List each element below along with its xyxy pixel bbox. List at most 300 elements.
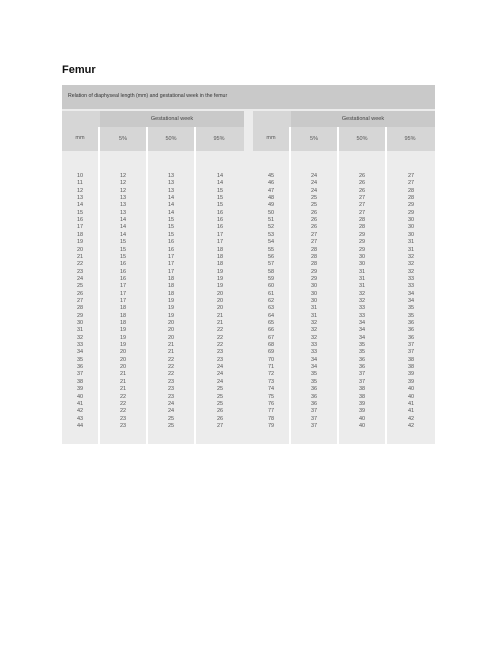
table-row — [253, 416, 435, 423]
p50-cell: 28 — [358, 224, 366, 231]
p50-cell: 21 — [167, 349, 175, 356]
p95-cell: 14 — [216, 180, 224, 187]
table-row — [62, 335, 244, 342]
p95-cell: 14 — [216, 173, 224, 179]
p5-cell: 27 — [310, 231, 318, 238]
p95-cell: 24 — [216, 371, 224, 378]
p95-cell: 30 — [407, 231, 415, 238]
p5-cell: 29 — [310, 275, 318, 282]
p95-cell: 15 — [216, 202, 224, 209]
p50-cell: 25 — [167, 422, 175, 429]
p50-cell: 14 — [167, 195, 175, 202]
p95-cell: 18 — [216, 246, 224, 253]
mm-cell: 46 — [267, 180, 275, 187]
p5-cell: 24 — [310, 187, 318, 194]
mm-cell: 30 — [76, 320, 84, 326]
mm-cell: 65 — [267, 320, 275, 326]
p95-cell: 19 — [216, 275, 224, 282]
mm-header-cell — [62, 111, 98, 151]
p5-cell: 22 — [119, 408, 127, 415]
p5-cell: 18 — [119, 312, 127, 319]
table-row — [62, 394, 244, 401]
mm-cell: 77 — [267, 408, 275, 415]
table-row — [253, 188, 435, 195]
mm-cell: 56 — [267, 253, 275, 260]
p5-cell: 16 — [119, 261, 127, 268]
p5-cell: 17 — [119, 297, 127, 304]
mm-cell: 26 — [76, 290, 84, 297]
table-row — [62, 224, 244, 231]
p95-cell: 19 — [216, 268, 224, 275]
p95-cell: 29 — [407, 209, 415, 216]
p50-cell: 14 — [167, 202, 175, 209]
p95-cell: 17 — [216, 231, 224, 238]
table-row — [62, 276, 244, 283]
left-table-header — [62, 111, 244, 151]
mm-cell: 17 — [76, 224, 84, 231]
p50-cell: 22 — [167, 356, 175, 363]
mm-cell: 43 — [76, 415, 84, 422]
p50-cell: 17 — [167, 253, 175, 260]
p50-cell: 18 — [167, 290, 175, 297]
p95-cell: 32 — [407, 253, 415, 260]
p50-cell: 36 — [358, 356, 366, 363]
table-row — [253, 313, 435, 320]
table-row — [253, 291, 435, 298]
table-row — [253, 379, 435, 386]
p50-cell: 22 — [167, 364, 175, 371]
p50-cell: 32 — [358, 290, 366, 297]
p5-cell: 25 — [310, 202, 318, 209]
mm-cell: 19 — [76, 239, 84, 246]
p50-cell: 13 — [167, 180, 175, 187]
p95-cell: 33 — [407, 275, 415, 282]
table-row — [62, 202, 244, 209]
p50-cell: 29 — [358, 246, 366, 253]
mm-cell: 67 — [267, 334, 275, 341]
p95-cell: 36 — [407, 320, 415, 326]
p50-cell: 27 — [358, 202, 366, 209]
table-row — [253, 342, 435, 349]
p50-cell: 39 — [358, 408, 366, 415]
p95-cell: 18 — [216, 261, 224, 268]
mm-cell: 24 — [76, 275, 84, 282]
left-table — [62, 111, 244, 444]
p95-cell: 25 — [216, 393, 224, 400]
mm-cell: 48 — [267, 195, 275, 202]
p5-cell: 20 — [119, 364, 127, 371]
table-row — [253, 364, 435, 371]
p5-cell: 34 — [310, 364, 318, 371]
mm-cell: 10 — [76, 173, 84, 179]
p5-cell: 14 — [119, 224, 127, 231]
table-row — [62, 283, 244, 290]
mm-cell: 25 — [76, 283, 84, 290]
p95-cell: 40 — [407, 386, 415, 393]
mm-cell: 32 — [76, 334, 84, 341]
p95-cell: 37 — [407, 342, 415, 349]
p5-cell: 26 — [310, 209, 318, 216]
p5-cell: 13 — [119, 195, 127, 202]
table-row — [62, 423, 244, 430]
p95-cell: 15 — [216, 187, 224, 194]
mm-cell: 79 — [267, 422, 275, 429]
table-row — [62, 379, 244, 386]
table-row — [62, 320, 244, 327]
table-row — [62, 386, 244, 393]
p95-cell: 31 — [407, 239, 415, 246]
table-row — [62, 173, 244, 180]
p95-cell: 35 — [407, 312, 415, 319]
p95-cell: 34 — [407, 290, 415, 297]
table-row — [62, 416, 244, 423]
p50-cell: 30 — [358, 261, 366, 268]
p5-cell: 21 — [119, 371, 127, 378]
p5-cell: 13 — [119, 209, 127, 216]
table-row — [253, 357, 435, 364]
mm-header-cell — [253, 111, 289, 151]
p5-cell: 30 — [310, 290, 318, 297]
mm-cell: 49 — [267, 202, 275, 209]
femur-table-panel — [62, 85, 435, 444]
mm-cell: 23 — [76, 268, 84, 275]
p50-cell: 40 — [358, 422, 366, 429]
table-row — [62, 349, 244, 356]
p95-cell: 26 — [216, 415, 224, 422]
p50-cell: 23 — [167, 386, 175, 393]
p5-cell: 25 — [310, 195, 318, 202]
p5-cell: 23 — [119, 422, 127, 429]
p95-cell: 39 — [407, 371, 415, 378]
p95-cell: 25 — [216, 400, 224, 407]
mm-cell: 34 — [76, 349, 84, 356]
p5-cell: 22 — [119, 400, 127, 407]
p95-cell: 42 — [407, 415, 415, 422]
table-row — [62, 188, 244, 195]
p5-cell: 36 — [310, 400, 318, 407]
p95-cell: 20 — [216, 290, 224, 297]
p5-cell: 28 — [310, 253, 318, 260]
table-row — [62, 254, 244, 261]
mm-cell: 14 — [76, 202, 84, 209]
p5-cell: 37 — [310, 415, 318, 422]
p95-cell: 26 — [216, 408, 224, 415]
p50-cell: 26 — [358, 187, 366, 194]
table-caption: Relation of diaphyseal length (mm) and gestational week in the femur — [68, 93, 228, 99]
p95-cell: 32 — [407, 268, 415, 275]
table-row — [253, 247, 435, 254]
p95-cell: 20 — [216, 305, 224, 312]
p50-cell: 20 — [167, 327, 175, 334]
p50-cell: 25 — [167, 415, 175, 422]
p5-cell: 17 — [119, 283, 127, 290]
p50-cell: 24 — [167, 408, 175, 415]
mm-cell: 50 — [267, 209, 275, 216]
p5-cell: 19 — [119, 334, 127, 341]
table-row — [62, 298, 244, 305]
table-row — [253, 327, 435, 334]
p95-cell: 37 — [407, 349, 415, 356]
p5-cell: 15 — [119, 239, 127, 246]
p95-cell: 21 — [216, 320, 224, 326]
p5-header: 5% — [119, 136, 127, 142]
p5-cell: 17 — [119, 290, 127, 297]
right-table — [253, 111, 435, 444]
p5-cell: 24 — [310, 180, 318, 187]
table-row — [62, 291, 244, 298]
p5-cell: 23 — [119, 415, 127, 422]
mm-cell: 33 — [76, 342, 84, 349]
table-row — [253, 371, 435, 378]
mm-cell: 44 — [76, 422, 84, 429]
p95-cell: 22 — [216, 334, 224, 341]
p50-cell: 33 — [358, 305, 366, 312]
mm-cell: 20 — [76, 246, 84, 253]
p50-cell: 39 — [358, 400, 366, 407]
mm-cell: 31 — [76, 327, 84, 334]
p95-cell: 25 — [216, 386, 224, 393]
p5-cell: 32 — [310, 327, 318, 334]
p50-header: 50% — [165, 136, 177, 142]
p95-cell: 36 — [407, 327, 415, 334]
p5-cell: 30 — [310, 297, 318, 304]
table-row — [253, 276, 435, 283]
p50-cell: 38 — [358, 386, 366, 393]
p95-cell: 39 — [407, 378, 415, 385]
mm-cell: 68 — [267, 342, 275, 349]
table-row — [253, 320, 435, 327]
p50-cell: 17 — [167, 268, 175, 275]
p5-cell: 14 — [119, 231, 127, 238]
mm-cell: 71 — [267, 364, 275, 371]
p50-cell: 36 — [358, 364, 366, 371]
p5-cell: 18 — [119, 320, 127, 326]
mm-cell: 37 — [76, 371, 84, 378]
mm-cell: 51 — [267, 217, 275, 224]
p50-cell: 16 — [167, 246, 175, 253]
p95-cell: 28 — [407, 187, 415, 194]
p50-cell: 15 — [167, 224, 175, 231]
p50-cell: 35 — [358, 342, 366, 349]
p5-cell: 27 — [310, 239, 318, 246]
p5-cell: 26 — [310, 217, 318, 224]
p50-cell: 33 — [358, 312, 366, 319]
p5-cell: 12 — [119, 187, 127, 194]
p5-cell: 30 — [310, 283, 318, 290]
p95-cell: 30 — [407, 224, 415, 231]
p95-cell: 38 — [407, 364, 415, 371]
p95-cell: 16 — [216, 209, 224, 216]
table-row — [253, 232, 435, 239]
mm-cell: 53 — [267, 231, 275, 238]
p5-cell: 14 — [119, 217, 127, 224]
p50-cell: 34 — [358, 327, 366, 334]
p50-cell: 35 — [358, 349, 366, 356]
p50-cell: 37 — [358, 371, 366, 378]
p50-cell: 29 — [358, 231, 366, 238]
mm-header: mm — [266, 135, 276, 141]
table-row — [253, 239, 435, 246]
mm-cell: 16 — [76, 217, 84, 224]
p5-cell: 16 — [119, 268, 127, 275]
table-row — [253, 224, 435, 231]
p50-cell: 19 — [167, 312, 175, 319]
table-row — [253, 408, 435, 415]
p50-cell: 26 — [358, 180, 366, 187]
p95-cell: 16 — [216, 224, 224, 231]
p5-header: 5% — [310, 136, 318, 142]
mm-cell: 35 — [76, 356, 84, 363]
p5-cell: 15 — [119, 253, 127, 260]
p50-cell: 26 — [358, 173, 366, 179]
table-row — [62, 327, 244, 334]
table-row — [62, 232, 244, 239]
p95-cell: 31 — [407, 246, 415, 253]
p50-cell: 19 — [167, 297, 175, 304]
table-row — [62, 371, 244, 378]
p5-cell: 18 — [119, 305, 127, 312]
mm-cell: 59 — [267, 275, 275, 282]
p50-cell: 31 — [358, 275, 366, 282]
p50-cell: 22 — [167, 371, 175, 378]
table-row — [62, 261, 244, 268]
table-row — [62, 210, 244, 217]
mm-cell: 63 — [267, 305, 275, 312]
p50-cell: 40 — [358, 415, 366, 422]
mm-cell: 13 — [76, 195, 84, 202]
p5-cell: 36 — [310, 393, 318, 400]
mm-cell: 54 — [267, 239, 275, 246]
p50-cell: 20 — [167, 334, 175, 341]
page-heading: Femur — [62, 64, 96, 76]
table-row — [253, 217, 435, 224]
p50-cell: 29 — [358, 239, 366, 246]
p95-cell: 23 — [216, 356, 224, 363]
table-row — [253, 335, 435, 342]
p50-cell: 14 — [167, 209, 175, 216]
mm-cell: 74 — [267, 386, 275, 393]
p50-cell: 27 — [358, 195, 366, 202]
p5-cell: 37 — [310, 422, 318, 429]
table-row — [62, 357, 244, 364]
p50-cell: 23 — [167, 378, 175, 385]
p5-cell: 16 — [119, 275, 127, 282]
p95-cell: 29 — [407, 202, 415, 209]
table-row — [253, 349, 435, 356]
table-row — [253, 195, 435, 202]
p95-cell: 17 — [216, 239, 224, 246]
p50-cell: 21 — [167, 342, 175, 349]
p5-cell: 15 — [119, 246, 127, 253]
gestational-week-header: Gestational week — [291, 111, 435, 127]
gestational-week-header: Gestational week — [100, 111, 244, 127]
p50-cell: 30 — [358, 253, 366, 260]
mm-cell: 42 — [76, 408, 84, 415]
mm-cell: 18 — [76, 231, 84, 238]
mm-cell: 38 — [76, 378, 84, 385]
mm-cell: 72 — [267, 371, 275, 378]
p95-cell: 21 — [216, 312, 224, 319]
p5-cell: 35 — [310, 371, 318, 378]
table-row — [62, 269, 244, 276]
table-row — [253, 283, 435, 290]
p95-cell: 27 — [407, 173, 415, 179]
p5-cell: 37 — [310, 408, 318, 415]
table-row — [253, 210, 435, 217]
p50-cell: 32 — [358, 297, 366, 304]
table-row — [253, 305, 435, 312]
mm-cell: 22 — [76, 261, 84, 268]
p95-cell: 33 — [407, 283, 415, 290]
p5-cell: 29 — [310, 268, 318, 275]
p50-cell: 37 — [358, 378, 366, 385]
p50-cell: 20 — [167, 320, 175, 326]
p5-cell: 21 — [119, 378, 127, 385]
p95-cell: 41 — [407, 400, 415, 407]
p50-cell: 16 — [167, 239, 175, 246]
table-row — [253, 401, 435, 408]
table-caption-bar — [62, 85, 435, 109]
p95-cell: 38 — [407, 356, 415, 363]
p5-cell: 12 — [119, 180, 127, 187]
p5-cell: 28 — [310, 261, 318, 268]
p95-cell: 28 — [407, 195, 415, 202]
p50-cell: 15 — [167, 231, 175, 238]
p95-cell: 18 — [216, 253, 224, 260]
p5-cell: 36 — [310, 386, 318, 393]
p95-cell: 24 — [216, 364, 224, 371]
p95-cell: 35 — [407, 305, 415, 312]
table-row — [62, 364, 244, 371]
p5-cell: 21 — [119, 386, 127, 393]
p5-cell: 26 — [310, 224, 318, 231]
p5-cell: 32 — [310, 334, 318, 341]
table-row — [253, 386, 435, 393]
p5-cell: 28 — [310, 246, 318, 253]
p95-cell: 23 — [216, 349, 224, 356]
p95-cell: 22 — [216, 327, 224, 334]
p5-cell: 19 — [119, 342, 127, 349]
mm-cell: 45 — [267, 173, 275, 179]
p50-cell: 27 — [358, 209, 366, 216]
mm-cell: 12 — [76, 187, 84, 194]
p50-cell: 17 — [167, 261, 175, 268]
mm-cell: 40 — [76, 393, 84, 400]
table-row — [62, 180, 244, 187]
p5-cell: 13 — [119, 202, 127, 209]
p5-cell: 31 — [310, 312, 318, 319]
mm-cell: 15 — [76, 209, 84, 216]
table-row — [62, 313, 244, 320]
p50-cell: 24 — [167, 400, 175, 407]
mm-cell: 41 — [76, 400, 84, 407]
table-row — [62, 195, 244, 202]
p50-header: 50% — [356, 136, 368, 142]
p95-cell: 20 — [216, 297, 224, 304]
mm-cell: 55 — [267, 246, 275, 253]
p50-cell: 13 — [167, 173, 175, 179]
p5-cell: 32 — [310, 320, 318, 326]
mm-cell: 70 — [267, 356, 275, 363]
mm-cell: 66 — [267, 327, 275, 334]
mm-cell: 73 — [267, 378, 275, 385]
p5-cell: 33 — [310, 342, 318, 349]
p5-cell: 24 — [310, 173, 318, 179]
p5-cell: 31 — [310, 305, 318, 312]
table-row — [62, 305, 244, 312]
p95-cell: 36 — [407, 334, 415, 341]
table-row — [62, 342, 244, 349]
